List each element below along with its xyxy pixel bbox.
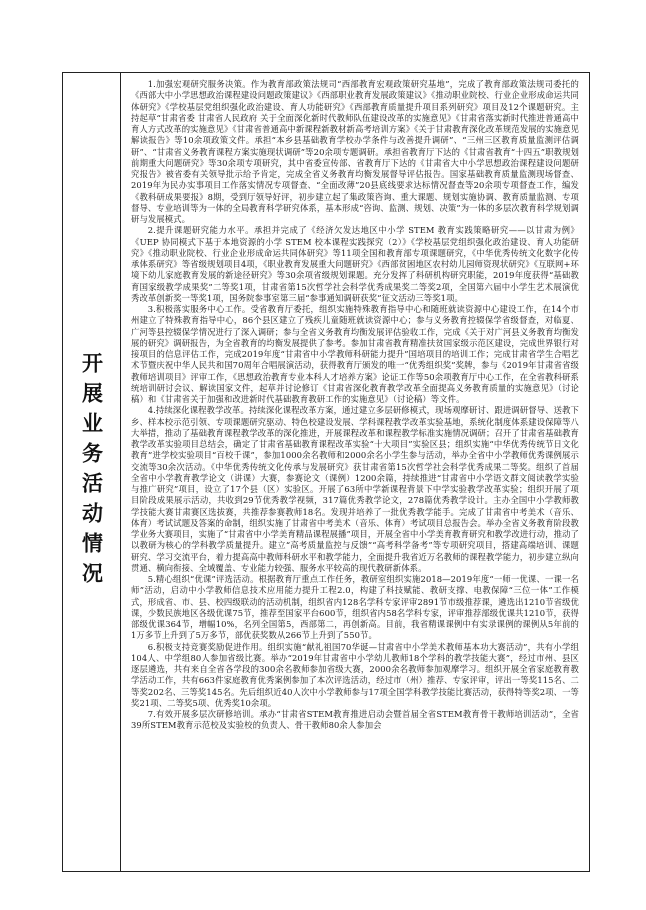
report-table [62,72,590,872]
paragraph: 5.精心组织“优课”评选活动。根据教育厅重点工作任务，教研室组织实施2018—2019年度“一师一优课、一课一名师”活动，启动中小学教师信息技术应用能力提升工程2.0，构建了科技赋能、教研支撑、电教保障“三位一体”工作模式，形成省、市、县、校四级联动的活动机制，组织省内128名学科专家评审2891节市级推荐课，遴选出1210节省级优课，少数民族地区各级优课75节，推荐至国家平台600节，组织省内58名学科专家，评审推荐部级优课共1210节，获得部级优课364节，增幅10%，名列全国第5，西部第二，再创新高。目前，我省精课课例中有实录课例的课例从5年前的1万多节上升到了5万多节，部优获奖数从266节上升到了550节。 [131,574,579,641]
section-title: 开展业务活动情况 [79,352,104,592]
paragraph: 1.加强宏观研究服务决策。作为教育部政策法规司“西部教育宏观政策研究基地”，完成了教育部政策法规司委托的《西部大中小学思想政治课程建设问题政策建议》《西部职业教育发展政策建议》《推动职业院校、行业企业形成命运共同体研究》《学校基层党组织强化政治建设、育人功能研究》《西部教育质量提升项目系列研究》项目及12个课题研究。主持起草“甘肃省委 甘肃省人民政府 关于全面深化新时代教师队伍建设改革的实施意见》《甘肃省落实新时代推进普通高中育人方式改革的实施意见》《甘肃省普通高中新课程新教材新高考培训方案》《关于甘肃教育深化改革规范发展的实施意见解读报告》等10余项政策文件。承担“本乡县基础教育学校办学条件与改善提升调研”、“三州三区教育质量监测评估调研”、“甘肃省义务教育课程方案实施现状调研”等20余项专题调研。承担省教育厅下达的《甘肃省教育“十四五”职教规划前期重大问题研究》等30余项专项研究，其中省委宣传部、省教育厅下达的《甘肃省大中小学思想政治课程建设问题研究报告》被省委有关领导批示给予肯定，完成全省义务教育均衡发展督导评估报告。国家基础教育质量监测现场督查、2019年为民办实事项目工作落实情况专项督查、“全面改薄”20县底线要求达标情况督查等20余项专项督查工作，编发《教科研成果要报》8期，受到厅领导好评，初步建立起了集政策咨询、重大课题、规划实施协调、教育质量监测、专项督导、专业培训等为一体的全局教育科学研究体系，基本形成“咨询、监测、规划、决策”为一体的多层次教育科学规划调研与发展模式。 [131,79,579,224]
paragraph: 4.持续深化课程教学改革。持续深化课程改革方案，通过建立多层研修模式，现场观摩研讨、跟进调研督导、送教下乡、样本校示范引领、专项课题研究驱动、特色校建设发展、学科课程教学改革实验基地，系统化制度体系建设保障等八大举措，推动了基础教育课程教学改革的深化推进，开展课程改革和课程教学标准实施情况调研；召开了甘肃省基础教育教学改革实验项目总结会，确定了甘肃省基础教育课程改革实验“十大项目”实验区县；组织实施“中华优秀传统节日文化教育”进学校实验项目“百校千课”，参加1000余名教师和2000余名小学生参与活动，举办全省中小学教师优秀课例展示交流等30余次活动。《中华优秀传统文化传承与发展研究》获甘肃省第15次哲学社会科学优秀成果二等奖。组织了首届全省中小学教育教学论文（讲课）大赛，参赛论文（课例）1200余篇，持续推进“甘肃省中小学语文群文阅读教学实验与推广研究”项目，设立了17个县（区）实验区。开展了63所中学新课程背景下中学实验教学改革实验；组织开展了项目阶段成果展示活动，共收到29节优秀教学视频，317篇优秀教学论文，278篇优秀教学设计。主办全国中小学教师教学技能大赛甘肃赛区选拔赛，共推荐参赛教师18名。发现并培养了一批优秀教学能手。完成了甘肃省中考美术（音乐、体育）考试试题及答案的命制，组织实施了甘肃省中考美术（音乐、体育）考试项目总报告会。举办全省义务教育阶段教学业务大赛项目，实施了“甘肃省中小学美育精品课程展播”项目，开展全省中小学美育教育研究和教学改进行动，推动了以教研为核心的学科教学质量提升。建立“高考质量监控与反馈”“高考科学备考”等专项研究项目，搭建高端培训、课题研究、学习交流平台，着力提高高中教师科研水平和教学能力，全面提升我省近万名教师的课程教学能力，初步建立纵向贯通、横向衔接、全域覆盖、专业能力较强、服务水平较高的现代教研新体系。 [131,405,579,573]
paragraph: 2.提升课题研究能力水平。承担并完成了《经济欠发达地区中小学 STEM 教育实践策略研究——以甘肃为例》《UEP 协同模式下基于本地资源的小学 STEM 校本课程实践探究（2）》《学校基层党组织强化政治建设、育人功能研究》《推动职业院校、行业企业形成命运共同体研究》等11项全国和教育部专项课题研究，《中华优秀传统文化数字化传承体系研究》等省级规划项目4项，《职业教育发展重大问题研究》《西部贫困地区农村幼儿园师资现状研究》《互联网+环境下幼儿家庭教育发展的新途径研究》等30余项省级规划课题。充分发挥了科研机构研究职能，2019年度获得“基础教育国家级教学成果奖”二等奖1项，甘肃省第15次哲学社会科学优秀成果奖二等奖2项，全国第六届中小学生艺术展演优秀改革创新奖一等奖1项，国务院参事室第三届“参事通知调研获奖”征文活动三等奖1项。 [131,225,579,303]
paragraph: 6.积极支持竞赛奖励促进作用。组织实施“献礼祖国70华诞—甘肃省中小学美术教师基本功大赛活动”，共有小学组104人、中学组80人参加省级比赛。举办“2019年甘肃省中小学幼儿教师18个学科的教学技能大赛”，经过市州、县区逐层遴选，共有来自全省各学段的300余名教师参加省级大赛，2000余名教师参加观摩学习。组织开展全省家庭教育教学活动工作，共有663件家庭教育优秀案例参加了本次评选活动，经过市（州）推荐、专家评审，评出一等奖115名、二等奖202名、三等奖145名。先后组织近40人次中小学教师参与17项全国学科教学技能比赛活动，获得特等奖2项、一等奖21项、二等奖5项、优秀奖10余项。 [131,641,579,708]
paragraph: 7.有效开展多层次研修培训。承办“甘肃省STEM教育推进启动会暨首届全省STEM教育骨干教师培训活动”，全省39所STEM教育示范校及实验校的负责人、骨干教师80余人参加会 [131,709,579,731]
content-cell [121,73,589,871]
paragraph: 3.积极落实服务中心工作。受省教育厅委托，组织实施特殊教育指导中心和随班就读资源中心建设工作，在14个市州建立了特殊教育指导中心，86个县区建立了残疾儿童随班就读资源中心；参与义务教育控辍保学省级督查，对临夏、广河等县控辍保学情况进行了深入调研；参与全省义务教育均衡发展评估验收工作，完成《关于对广河县义务教育均衡发展的研究》调研报告，为全省教育的均衡发展提供了参考。参加甘肃省教育精准扶贫国家级示范区建设，完成世界银行对接项目的信息评估工作，完成2019年度“甘肃省中小学教师科研能力提升”国培项目的培训工作；完成甘肃省学生合唱艺术节暨庆祝中华人民共和国70周年合唱展演活动，获得教育厅颁发的唯一“优秀组织奖”奖牌，参与《2019年甘肃省省级教师培训项目》评审工作，《思想政治教育专业本科人才培养方案》论证工作等50余项教育厅中心工作，在全省教科研系统培训研讨会议、解读国家文件，起草并讨论修订《甘肃省深化教育教学改革全面提高义务教育质量的实施意见》（讨论稿）和《甘肃省关于加强和改进新时代基础教育教研工作的实施意见》（讨论稿）等文件。 [131,304,579,404]
section-label-cell [63,73,121,871]
